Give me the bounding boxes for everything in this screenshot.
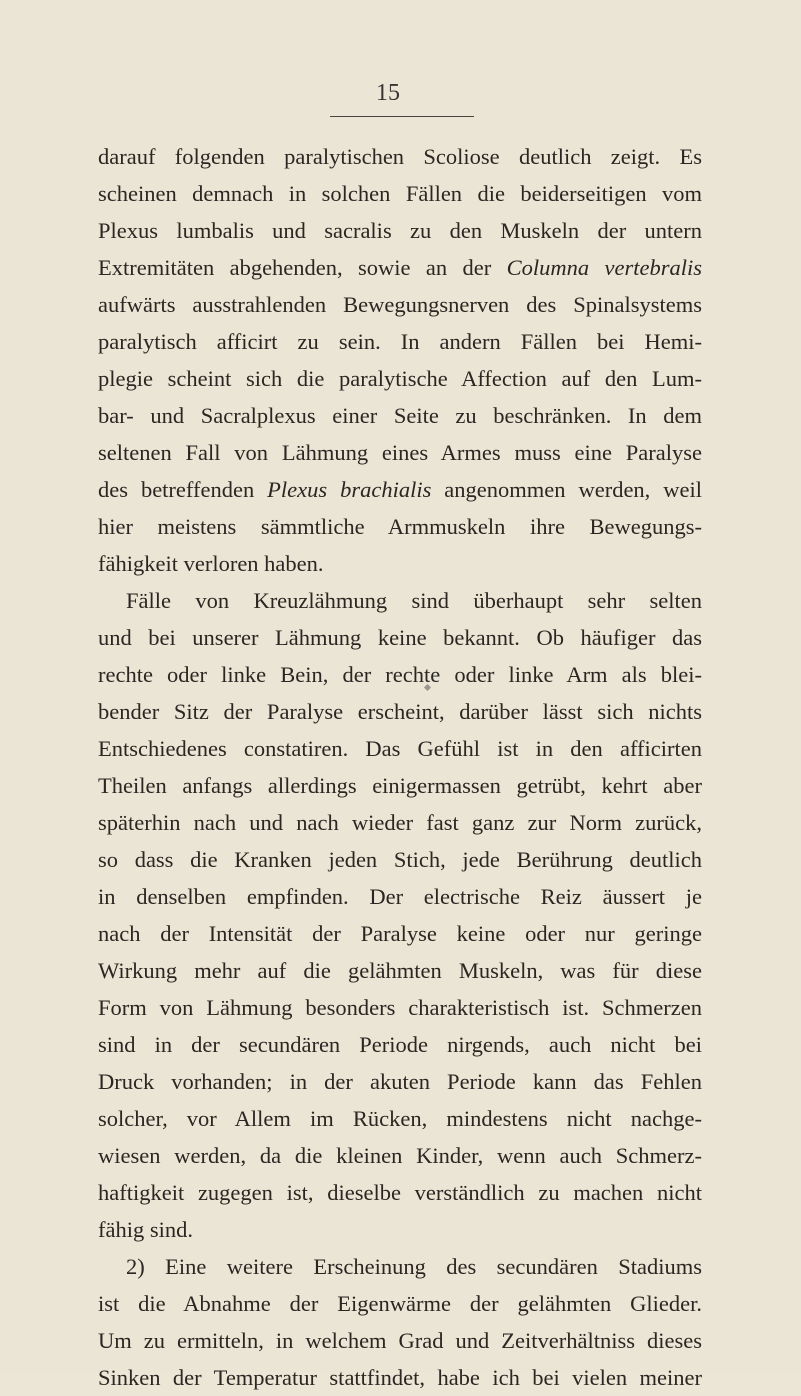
text-segment: Entschiedenes constatiren. Das Gefühl ist in den afficirten [98,736,702,761]
page-number: 15 [376,80,400,106]
text-line [98,693,702,730]
text-line [98,989,702,1026]
text-line [98,730,702,767]
text-line [98,915,702,952]
text-segment: darauf folgenden paralytischen Scoliose deutlich zeigt. Es [98,144,702,169]
text-line [98,1211,702,1248]
text-line [98,175,702,212]
text-line [98,582,702,619]
text-line [98,434,702,471]
text-segment: und bei unserer Lähmung keine bekannt. Ob häufiger das [98,625,702,650]
text-line [98,471,702,508]
text-segment: Form von Lähmung besonders charakteristisch ist. Schmerzen [98,995,702,1020]
text-line [98,878,702,915]
text-line [98,323,702,360]
text-line [98,1248,702,1285]
text-line [98,1285,702,1322]
text-segment: angenommen werden, weil [431,477,703,502]
text-segment: Druck vorhanden; in der akuten Periode kann das Fehlen [98,1069,702,1094]
text-line [98,767,702,804]
text-segment: 2) Eine weitere Erscheinung des secundären Stadiums [126,1254,702,1279]
header-rule [330,116,474,117]
text-line [98,952,702,989]
text-segment: rechte oder linke Bein, der rechte oder linke Arm als blei- [98,662,702,687]
text-segment: aufwärts ausstrahlenden Bewegungsnerven des Spinalsystems [98,292,702,317]
text-segment: fähigkeit verloren haben. [98,551,324,576]
text-line [98,212,702,249]
text-segment: Sinken der Temperatur stattfindet, habe ich bei vielen meiner [98,1365,702,1390]
text-line [98,1137,702,1174]
text-segment: Wirkung mehr auf die gelähmten Muskeln, was für diese [98,958,702,983]
text-segment: in denselben empfinden. Der electrische Reiz äussert je [98,884,702,909]
text-line [98,1322,702,1359]
body-text [98,138,702,1396]
text-line [98,1026,702,1063]
text-segment: solcher, vor Allem im Rücken, mindestens nicht nachge- [98,1106,702,1131]
text-segment: des betreffenden [98,477,268,502]
text-line [98,619,702,656]
text-segment: bender Sitz der Paralyse erscheint, darüber lässt sich nichts [98,699,702,724]
text-line [98,1174,702,1211]
text-line [98,1359,702,1396]
text-line [98,286,702,323]
text-line [98,841,702,878]
text-segment: späterhin nach und nach wieder fast ganz zur Norm zurück, [98,810,702,835]
text-segment: ist die Abnahme der Eigenwärme der gelähmten Glieder. [98,1291,702,1316]
text-segment: fähig sind. [98,1217,193,1242]
text-segment: paralytisch afficirt zu sein. In andern Fällen bei Hemi- [98,329,702,354]
text-segment: scheinen demnach in solchen Fällen die beiderseitigen vom [98,181,702,206]
text-segment: Plexus lumbalis und sacralis zu den Muskeln der untern [98,218,702,243]
text-segment: so dass die Kranken jeden Stich, jede Berührung deutlich [98,847,702,872]
italic-term: Columna vertebralis [506,255,702,280]
text-line [98,360,702,397]
text-segment: haftigkeit zugegen ist, dieselbe verständlich zu machen nicht [98,1180,702,1205]
text-segment: Extremitäten abgehenden, sowie an der [98,255,507,280]
text-segment: sind in der secundären Periode nirgends, auch nicht bei [98,1032,702,1057]
text-line [98,508,702,545]
text-segment: seltenen Fall von Lähmung eines Armes muss eine Paralyse [98,440,702,465]
text-segment: Theilen anfangs allerdings einigermassen getrübt, kehrt aber [98,773,702,798]
text-line [98,1100,702,1137]
text-segment: Fälle von Kreuzlähmung sind überhaupt sehr selten [126,588,702,613]
text-line [98,545,702,582]
text-line [98,249,702,286]
text-segment: bar- und Sacralplexus einer Seite zu beschränken. In dem [98,403,702,428]
text-segment: Um zu ermitteln, in welchem Grad und Zeitverhältniss dieses [98,1328,702,1353]
text-line [98,397,702,434]
text-segment: hier meistens sämmtliche Armmuskeln ihre Bewegungs- [98,514,702,539]
text-line [98,1063,702,1100]
text-line [98,656,702,693]
text-segment: wiesen werden, da die kleinen Kinder, wenn auch Schmerz- [98,1143,702,1168]
text-segment: nach der Intensität der Paralyse keine oder nur geringe [98,921,702,946]
text-line [98,138,702,175]
text-segment: plegie scheint sich die paralytische Affection auf den Lum- [98,366,702,391]
text-line [98,804,702,841]
italic-term: Plexus brachialis [267,477,432,502]
